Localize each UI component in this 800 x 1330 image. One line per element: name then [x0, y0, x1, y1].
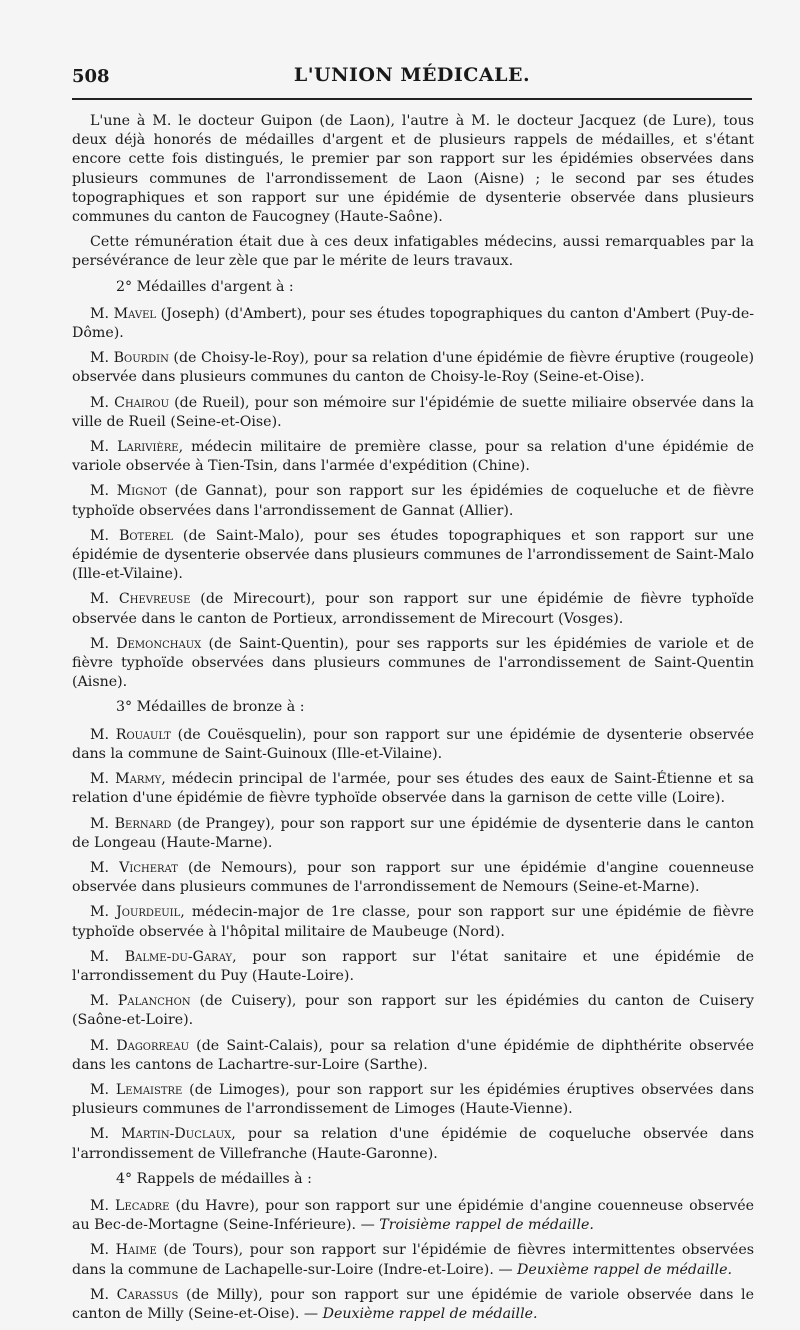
award-entry: M. Chairou (de Rueil), pour son mémoire sur l'épidémie de suette miliaire observée dans la ville de Rueil (Seine-et-Oise). [72, 394, 755, 430]
paragraph: Cette rémunération était due à ces deux infatigables médecins, aussi remarquables par la persévérance de leur zèle que par le mérite de leurs travaux. [72, 234, 754, 270]
award-entry: M. Rouault (de Couësquelin), pour son rapport sur une épidémie de dysenterie observée dans la commune de Saint-Guinoux (Ille-et-Vilaine). [72, 726, 754, 762]
entry-text: , médecin militaire de première classe, pour sa relation d'une épidémie de variole observée à Tien-Tsin, dans l'armée d'expédition (Chine). [72, 439, 754, 475]
recipient-name: Vicherat [119, 859, 178, 876]
entry-text: (de Rueil), pour son mémoire sur l'épidémie de suette miliaire observée dans la ville de Rueil (Seine-et-Oise). [72, 394, 755, 430]
entry-text: , pour son rapport sur l'état sanitaire et une épidémie de l'arrondissement du Puy (Haute-Loire). [72, 948, 754, 984]
award-entry: M. Chevreuse (de Mirecourt), pour son rapport sur une épidémie de fièvre typhoïde observée dans le canton de Portieux, arrondissement de Mirecourt (Vosges). [72, 591, 754, 627]
entry-text: (de Milly), pour son rapport sur une épidémie de variole observée dans le canton de Milly (Seine-et-Oise). — [72, 1286, 754, 1322]
award-entry: M. Lemaistre (de Limoges), pour son rapport sur les épidémies éruptives observées dans plusieurs communes de l'arrondissement de Limoges (Haute-Vienne). [72, 1081, 755, 1118]
recipient-name: Boterel [118, 527, 174, 544]
award-entry: M. Vicherat (de Nemours), pour son rapport sur une épidémie d'angine couenneuse observée dans plusieurs communes de l'arrondissement de Nemours (Seine-et-Marne). [72, 859, 754, 896]
recipient-name: Lemaistre [115, 1081, 183, 1098]
recipient-name: Mignot [116, 483, 167, 500]
award-entry: M. Demonchaux (de Saint-Quentin), pour ses rapports sur les épidémies de variole et de fièvre typhoïde observées dans plusieurs communes de l'arrondissement de Saint-Quentin (Aisne). [72, 635, 754, 691]
recipient-name: Martin-Duclaux [121, 1126, 232, 1143]
entry-text: (de Gannat), pour son rapport sur les épidémies de coqueluche et de fièvre typhoïde observées dans l'arrondissement de Gannat (Allier). [72, 483, 754, 519]
recall-note: Deuxième rappel de médaille. [517, 1261, 732, 1278]
award-entry: M. Bourdin (de Choisy-le-Roy), pour sa relation d'une épidémie de fièvre éruptive (rougeole) observée dans plusieurs communes du canton de Choisy-le-Roy (Seine-et-Oise). [72, 350, 754, 386]
recipient-name: Bourdin [113, 350, 169, 367]
recall-note: Troisième rappel de médaille. [379, 1217, 594, 1234]
award-entry: M. Martin-Duclaux, pour sa relation d'une épidémie de coqueluche observée dans l'arrondissement de Villefranche (Haute-Garonne). [72, 1126, 755, 1162]
recipient-name: Palanchon [117, 993, 191, 1010]
recipient-name: Balme-du-Garay [124, 948, 233, 965]
award-entry: M. Bernard (de Prangey), pour son rapport sur une épidémie de dysenterie dans le canton de Longeau (Haute-Marne). [72, 815, 754, 851]
award-entry: M. Palanchon (de Cuisery), pour son rapport sur les épidémies du canton de Cuisery (Saône-et-Loire). [72, 993, 755, 1029]
recipient-name: Bernard [114, 815, 172, 832]
entry-text: (de Couësquelin), pour son rapport sur une épidémie de dysenterie observée dans la commune de Saint-Guinoux (Ille-et-Vilaine). [72, 726, 754, 762]
entry-text: , médecin principal de l'armée, pour ses études des eaux de Saint-Étienne et sa relation d'une épidémie de fièvre typhoïde observée dans la garnison de cette ville (Loire). [72, 771, 754, 807]
award-entry: M. Lecadre (du Havre), pour son rapport sur une épidémie d'angine couenneuse observée au Bec-de-Mortagne (Seine-Inférieure). — Troisième rappel de médaille. [72, 1197, 754, 1234]
page-header [72, 60, 752, 96]
recipient-name: Larivière [117, 439, 179, 456]
recipient-name: Marmy [115, 771, 162, 788]
award-entry: M. Jourdeuil, médecin-major de 1re classe, pour son rapport sur une épidémie de fièvre typhoïde observée à l'hôpital militaire de Maubeuge (Nord). [72, 904, 755, 940]
recall-note: Deuxième rappel de médaille. [322, 1305, 538, 1322]
award-entry: M. Marmy, médecin principal de l'armée, pour ses études des eaux de Saint-Étienne et sa relation d'une épidémie de fièvre typhoïde observée dans la garnison de cette ville (Loire). [72, 771, 754, 807]
recipient-name: Dagorreau [116, 1037, 190, 1054]
recipient-name: Jourdeuil [116, 904, 181, 921]
entry-text: (de Saint-Calais), pour sa relation d'une épidémie de diphthérite observée dans les cantons de Lachartre-sur-Loire (Sarthe). [72, 1037, 755, 1073]
award-entry: M. Dagorreau (de Saint-Calais), pour sa relation d'une épidémie de diphthérite observée dans les cantons de Lachartre-sur-Loire (Sarthe). [72, 1037, 755, 1073]
section-heading: 2° Médailles d'argent à : [116, 278, 294, 295]
header-rule [72, 98, 752, 100]
entry-text: (de Choisy-le-Roy), pour sa relation d'une épidémie de fièvre éruptive (rougeole) observée dans plusieurs communes du canton de Choisy-le-Roy (Seine-et-Oise). [72, 350, 754, 386]
award-entry: M. Balme-du-Garay, pour son rapport sur l'état sanitaire et une épidémie de l'arrondissement du Puy (Haute-Loire). [72, 948, 754, 984]
running-title: L'UNION MÉDICALE. [293, 64, 531, 86]
recipient-name: Haime [115, 1242, 157, 1259]
entry-text: (de Nemours), pour son rapport sur une épidémie d'angine couenneuse observée dans plusieurs communes de l'arrondissement de Nemours (Seine-et-Marne). [72, 859, 754, 896]
award-entry: M. Carassus (de Milly), pour son rapport sur une épidémie de variole observée dans le canton de Milly (Seine-et-Oise). — Deuxième rappel de médaille. [72, 1286, 754, 1322]
entry-text: (du Havre), pour son rapport sur une épidémie d'angine couenneuse observée au Bec-de-Mortagne (Seine-Inférieure). — [72, 1197, 754, 1234]
award-entry: M. Mignot (de Gannat), pour son rapport sur les épidémies de coqueluche et de fièvre typhoïde observées dans l'arrondissement de Gannat (Allier). [72, 483, 754, 519]
entry-text: , pour sa relation d'une épidémie de coqueluche observée dans l'arrondissement de Villefranche (Haute-Garonne). [72, 1126, 755, 1162]
entry-text: (de Saint-Quentin), pour ses rapports sur les épidémies de variole et de fièvre typhoïde observées dans plusieurs communes de l'arrondissement de Saint-Quentin (Aisne). [72, 635, 754, 691]
body-text [72, 112, 754, 1330]
award-entry: M. Boterel (de Saint-Malo), pour ses études topographiques et son rapport sur une épidémie de dysenterie observée dans plusieurs communes de l'arrondissement de Saint-Malo (Ille-et-Vilaine). [72, 527, 754, 583]
recipient-name: Mavel [113, 305, 157, 322]
section-heading: 4° Rappels de médailles à : [116, 1170, 312, 1187]
entry-text: (de Prangey), pour son rapport sur une épidémie de dysenterie dans le canton de Longeau (Haute-Marne). [72, 815, 754, 851]
section-heading: 3° Médailles de bronze à : [116, 699, 305, 716]
entry-text: (de Mirecourt), pour son rapport sur une épidémie de fièvre typhoïde observée dans le canton de Portieux, arrondissement de Mirecourt (Vosges). [72, 591, 754, 627]
recipient-name: Demonchaux [116, 635, 202, 652]
entry-text: (de Saint-Malo), pour ses études topographiques et son rapport sur une épidémie de dysenterie observée dans plusieurs communes de l'arrondissement de Saint-Malo (Ille-et-Vilaine). [72, 527, 754, 583]
entry-text: (de Tours), pour son rapport sur l'épidémie de fièvres intermittentes observées dans la commune de Lachapelle-sur-Loire (Indre-et-Loire). — [72, 1242, 754, 1278]
paragraph: L'une à M. le docteur Guipon (de Laon), l'autre à M. le docteur Jacquez (de Lure), tous deux déjà honorés de médailles d'argent et de plusieurs rappels de médailles, et s'étant encore cette fois distingués, le premier par son rapport sur les épidémies observées dans plusieurs communes de l'arrondissement de Laon (Aisne) ; le second par ses études topographiques et son rapport sur une épidémie de dysenterie observée dans plusieurs communes du canton de Faucogney (Haute-Saône). [72, 113, 754, 226]
award-entry: M. Mavel (Joseph) (d'Ambert), pour ses études topographiques du canton d'Ambert (Puy-de-Dôme). [72, 305, 755, 342]
page-number: 508 [72, 66, 110, 87]
recipient-name: Carassus [116, 1286, 179, 1303]
recipient-name: Chairou [114, 394, 170, 411]
recipient-name: Lecadre [115, 1197, 170, 1214]
entry-text: (Joseph) (d'Ambert), pour ses études topographiques du canton d'Ambert (Puy-de-Dôme). [72, 305, 755, 342]
entry-text: (de Cuisery), pour son rapport sur les épidémies du canton de Cuisery (Saône-et-Loire). [72, 993, 755, 1029]
recipient-name: Chevreuse [118, 591, 191, 608]
entry-text: , médecin-major de 1re classe, pour son rapport sur une épidémie de fièvre typhoïde observée à l'hôpital militaire de Maubeuge (Nord). [72, 904, 755, 940]
award-entry: M. Haime (de Tours), pour son rapport sur l'épidémie de fièvres intermittentes observées dans la commune de Lachapelle-sur-Loire (Indre-et-Loire). — Deuxième rappel de médaille. [72, 1242, 754, 1278]
entry-text: (de Limoges), pour son rapport sur les épidémies éruptives observées dans plusieurs communes de l'arrondissement de Limoges (Haute-Vienne). [72, 1081, 755, 1118]
award-entry: M. Larivière, médecin militaire de première classe, pour sa relation d'une épidémie de variole observée à Tien-Tsin, dans l'armée d'expédition (Chine). [72, 439, 754, 475]
recipient-name: Rouault [115, 726, 171, 743]
